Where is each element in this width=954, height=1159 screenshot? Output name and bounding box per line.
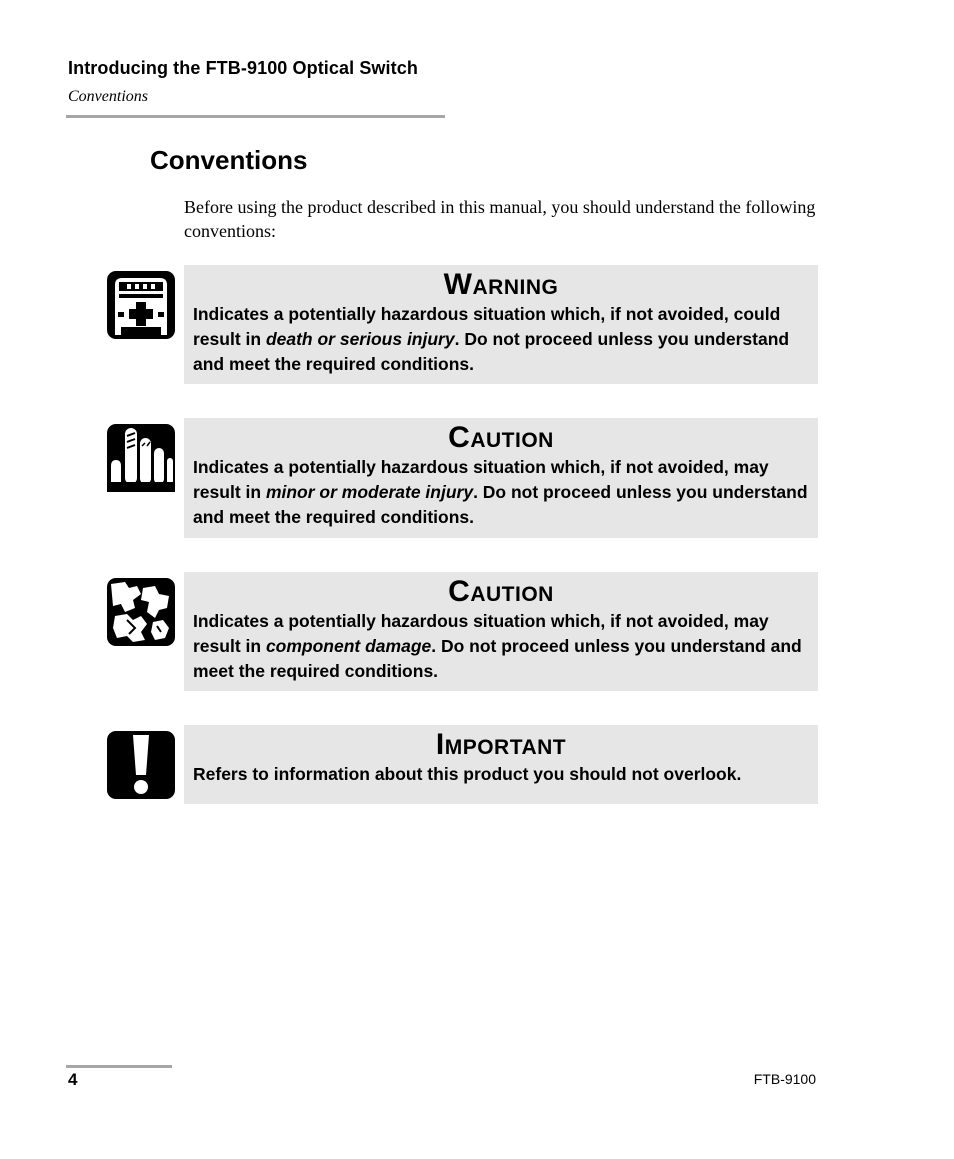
notice-emphasis: death or serious injury [265, 329, 455, 349]
intro-paragraph: Before using the product described in this manual, you should understand the following conventions: [184, 197, 816, 241]
running-header-chapter: Introducing the FTB-9100 Optical Switch [68, 58, 418, 78]
notice-text: Indicates a potentially hazardous situation which, if not avoided, could result in death or serious injury. Do not proceed unless you understand and meet the required conditions. [193, 304, 790, 374]
running-header-section: Conventions [68, 88, 148, 105]
notice-title: Important [435, 728, 567, 761]
ambulance-icon [107, 271, 175, 339]
footer-rule [66, 1065, 172, 1068]
notice-caution-injury [184, 418, 818, 538]
notice-emphasis: minor or moderate injury [265, 482, 474, 502]
notice-caution-damage [184, 572, 818, 691]
exclamation-icon [107, 731, 175, 799]
broken-gears-icon [107, 578, 175, 646]
notice-text: Indicates a potentially hazardous situation which, if not avoided, may result in component damage. Do not proceed unless you understand and meet the required conditions. [193, 611, 802, 681]
header-rule [66, 115, 445, 118]
notice-warning [184, 265, 818, 384]
page-title: Conventions [150, 145, 308, 175]
footer-model: FTB-9100 [753, 1071, 816, 1087]
notice-important [184, 725, 818, 804]
notice-emphasis: component damage [265, 636, 432, 656]
page-number: 4 [68, 1070, 78, 1089]
notice-title: Warning [443, 268, 559, 301]
notice-text: Refers to information about this product you should not overlook. [193, 764, 742, 784]
notice-title: Caution [448, 421, 554, 454]
bandaged-hand-icon [107, 424, 175, 492]
notice-title: Caution [448, 575, 554, 608]
notice-text: Indicates a potentially hazardous situation which, if not avoided, may result in minor or moderate injury. Do not proceed unless you understand and meet the required conditions. [193, 457, 808, 527]
